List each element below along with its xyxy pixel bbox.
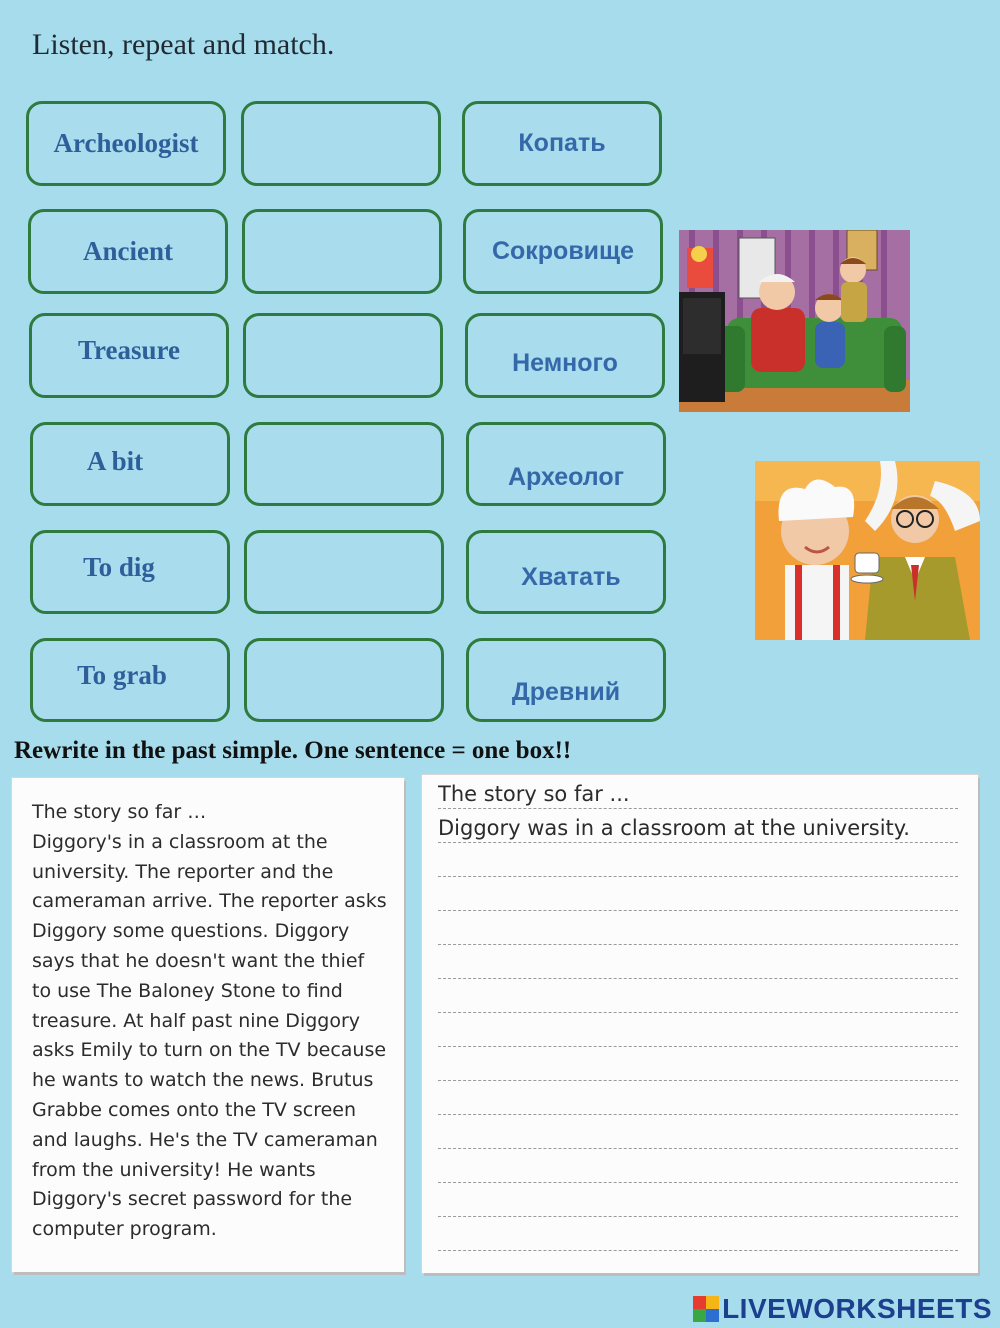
answer-box[interactable]: [244, 638, 444, 722]
answer-input[interactable]: [256, 331, 431, 380]
russian-word: Археолог: [507, 462, 625, 491]
russian-word: Хватать: [521, 562, 621, 591]
story-page: [12, 778, 404, 1272]
liveworksheets-logo-icon: [693, 1296, 719, 1322]
english-word: To grab: [77, 659, 167, 690]
page-title: Listen, repeat and match.: [32, 28, 335, 61]
russian-word: Немного: [512, 349, 618, 377]
writing-line-input[interactable]: [438, 816, 958, 840]
english-word-card[interactable]: [30, 422, 230, 506]
writing-line[interactable]: [438, 1081, 958, 1115]
writing-line-input[interactable]: [438, 1190, 958, 1214]
writing-line-input[interactable]: [438, 1054, 958, 1078]
writing-line[interactable]: [438, 843, 958, 877]
cartoon-family-tv-image: [679, 230, 910, 412]
answer-input[interactable]: [254, 119, 429, 168]
answer-input[interactable]: [257, 656, 432, 705]
footer-brand[interactable]: [693, 1294, 992, 1324]
english-word: Treasure: [78, 335, 180, 365]
section-instruction: Rewrite in the past simple. One sentence = one box!!: [14, 737, 572, 764]
writing-line[interactable]: [438, 809, 958, 843]
answer-box[interactable]: [242, 209, 442, 294]
russian-word: Копать: [518, 129, 606, 157]
russian-word-card[interactable]: [465, 313, 665, 398]
english-word: A bit: [86, 446, 144, 476]
answer-box[interactable]: [243, 313, 443, 398]
writing-line-input[interactable]: [438, 782, 958, 806]
writing-line[interactable]: [438, 1115, 958, 1149]
writing-line[interactable]: [438, 877, 958, 911]
brand-name: LIVEWORKSHEETS: [722, 1293, 992, 1324]
writing-line-input[interactable]: [438, 1156, 958, 1180]
answer-box[interactable]: [241, 101, 441, 186]
writing-line-input[interactable]: [438, 1122, 958, 1146]
writing-line[interactable]: [438, 1149, 958, 1183]
writing-line-input[interactable]: [438, 986, 958, 1010]
writing-line-input[interactable]: [438, 918, 958, 942]
writing-line[interactable]: [438, 979, 958, 1013]
russian-word-card[interactable]: [462, 101, 662, 186]
story-text: The story so far … Diggory's in a classroom at the university. The reporter and the cameraman arrive. The reporter asks Diggory some questions. Diggory says that he doesn't want the thief to use The Baloney Stone to find treasure. At half past nine Diggory asks Emily to turn on the TV because he wants to watch the news. Brutus Grabbe comes onto the TV screen and laughs. He's the TV cameraman from the university! He wants Diggory's secret password for the computer program.: [32, 801, 387, 1241]
russian-word: Сокровище: [491, 237, 635, 265]
writing-line[interactable]: [438, 1013, 958, 1047]
answer-box[interactable]: [244, 530, 444, 614]
english-word: Ancient: [83, 236, 173, 266]
russian-word: Древний: [511, 677, 621, 706]
writing-line[interactable]: [438, 1047, 958, 1081]
english-word: To dig: [83, 551, 155, 582]
answer-input[interactable]: [255, 227, 430, 276]
russian-word-card[interactable]: [466, 530, 666, 614]
writing-line[interactable]: [438, 1217, 958, 1251]
russian-word-card[interactable]: [466, 422, 666, 506]
writing-line-input[interactable]: [438, 1020, 958, 1044]
writing-line[interactable]: [438, 1183, 958, 1217]
writing-line-input[interactable]: [438, 884, 958, 908]
english-word-card[interactable]: [29, 313, 229, 398]
answer-input[interactable]: [257, 548, 432, 597]
russian-word-card[interactable]: [466, 638, 666, 722]
russian-word-card[interactable]: [463, 209, 663, 294]
writing-line-input[interactable]: [438, 952, 958, 976]
english-word: Archeologist: [53, 128, 199, 158]
writing-line[interactable]: [438, 911, 958, 945]
english-word-card[interactable]: [26, 101, 226, 186]
writing-line-input[interactable]: [438, 1088, 958, 1112]
cartoon-scientists-image: [755, 461, 980, 640]
english-word-card[interactable]: [28, 209, 228, 294]
english-word-card[interactable]: [30, 530, 230, 614]
writing-line-input[interactable]: [438, 1224, 958, 1248]
writing-line[interactable]: [438, 945, 958, 979]
writing-page: [422, 775, 978, 1273]
writing-line[interactable]: [438, 775, 958, 809]
answer-box[interactable]: [244, 422, 444, 506]
writing-line-input[interactable]: [438, 850, 958, 874]
answer-input[interactable]: [257, 440, 432, 489]
english-word-card[interactable]: [30, 638, 230, 722]
